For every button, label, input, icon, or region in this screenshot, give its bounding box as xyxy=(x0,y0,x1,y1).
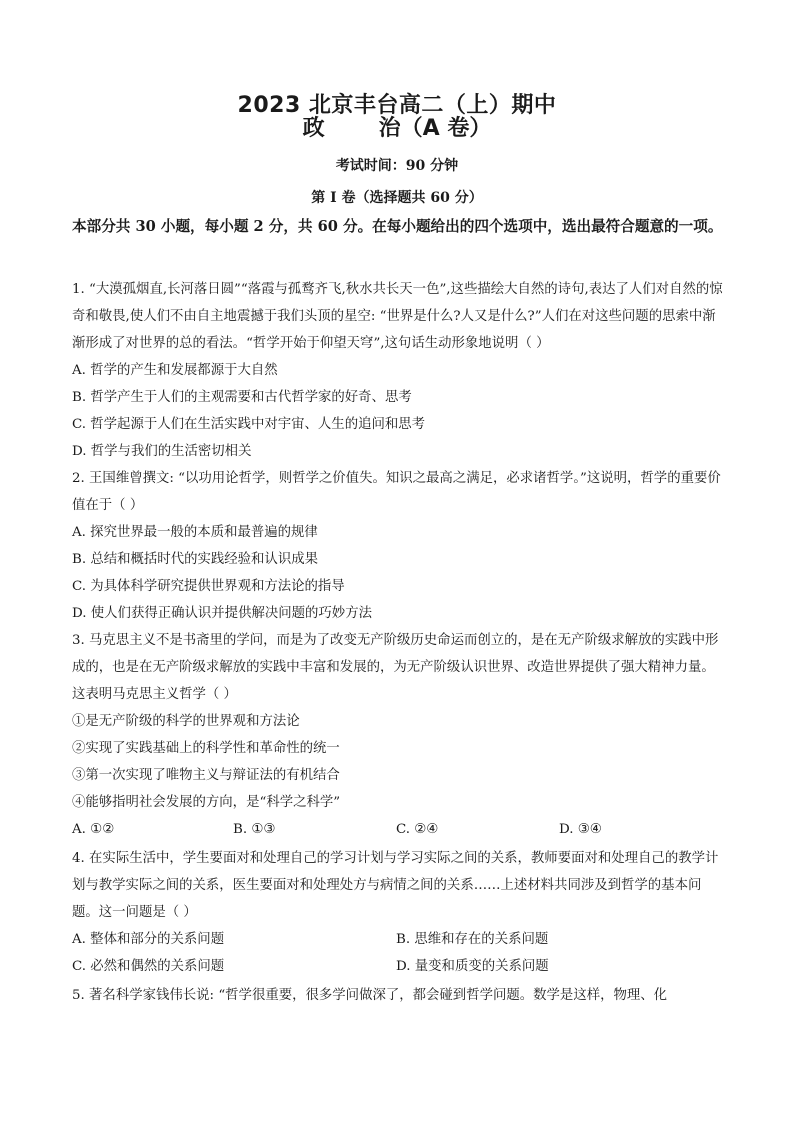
question-1-option-d: D. 哲学与我们的生活密切相关 xyxy=(72,444,252,459)
question-2-stem: 2. 王国维曾撰文: “以功用论哲学，则哲学之价值失。知识之最高之满足，必求诸哲学。”这说明，哲学的重要价值在于（ ） xyxy=(72,471,721,513)
question-1-stem: 1. “大漠孤烟直,长河落日圆”“落霞与孤鹜齐飞,秋水共长天一色”,这些描绘大自然的诗句,表达了人们对自然的惊奇和敬畏,使人们不由自主地震撼于我们头顶的星空: “世界是什么?人又是什么?”人们在对这些问题的思索中渐渐形成了对世界的总的看法。“哲学开始于仰望天穹”,这句话生动形象地说明（ ） xyxy=(72,282,723,351)
question-1-option-c: C. 哲学起源于人们在生活实践中对宇宙、人生的追问和思考 xyxy=(72,417,426,432)
section-description: 本部分共 30 小题，每小题 2 分，共 60 分。在每小题给出的四个选项中，选出最符合题意的一项。 xyxy=(72,218,723,235)
question-3-stem: 3. 马克思主义不是书斋里的学问，而是为了改变无产阶级历史命运而创立的，是在无产阶级求解放的实践中形成的，也是在无产阶级求解放的实践中丰富和发展的，为无产阶级认识世界、改造世界提供了强大精神力量。这表明马克思主义哲学（ ） xyxy=(72,633,719,702)
exam-time: 考试时间：90 分钟 xyxy=(335,158,459,174)
section-title: 第 I 卷（选择题共 60 分） xyxy=(311,190,483,206)
question-3-option-c: C. ②④ xyxy=(396,822,439,837)
question-4-option-c: C. 必然和偶然的关系问题 xyxy=(72,959,225,974)
question-3-item-4: ④能够指明社会发展的方向，是“科学之科学” xyxy=(72,795,341,810)
question-4-option-a: A. 整体和部分的关系问题 xyxy=(72,932,225,947)
question-4-option-d: D. 量变和质变的关系问题 xyxy=(396,959,549,974)
question-3-option-d: D. ③④ xyxy=(559,822,602,837)
question-3-item-1: ①是无产阶级的科学的世界观和方法论 xyxy=(72,714,300,729)
question-2-option-d: D. 使人们获得正确认识并提供解决问题的巧妙方法 xyxy=(72,606,372,621)
question-2-option-b: B. 总结和概括时代的实践经验和认识成果 xyxy=(72,552,318,567)
question-4-stem: 4. 在实际生活中，学生要面对和处理自己的学习计划与学习实际之间的关系，教师要面对和处理自己的教学计划与教学实际之间的关系，医生要面对和处理处方与病情之间的关系……上述材料共同涉及到哲学的基本问题。这一问题是（ ） xyxy=(72,851,719,920)
question-5-stem: 5. 著名科学家钱伟长说: “哲学很重要，很多学问做深了，都会碰到哲学问题。数学是这样，物理、化 xyxy=(72,988,668,1003)
subject-title-left: 政 xyxy=(302,116,325,141)
question-4-option-b: B. 思维和存在的关系问题 xyxy=(396,932,549,947)
question-3-item-3: ③第一次实现了唯物主义与辩证法的有机结合 xyxy=(72,768,340,783)
exam-title: 2023 北京丰台高二（上）期中 xyxy=(237,93,557,118)
question-2-option-c: C. 为具体科学研究提供世界观和方法论的指导 xyxy=(72,579,345,594)
question-2-option-a: A. 探究世界最一般的本质和最普遍的规律 xyxy=(72,525,318,540)
subject-title-right: 治（A 卷） xyxy=(378,116,492,141)
question-3-item-2: ②实现了实践基础上的科学性和革命性的统一 xyxy=(72,741,340,756)
subject-title xyxy=(0,111,794,142)
question-1-option-a: A. 哲学的产生和发展都源于大自然 xyxy=(72,363,278,378)
question-3-option-a: A. ①② xyxy=(72,822,115,837)
question-3-option-b: B. ①③ xyxy=(233,822,276,837)
question-1-option-b: B. 哲学产生于人们的主观需要和古代哲学家的好奇、思考 xyxy=(72,390,412,405)
